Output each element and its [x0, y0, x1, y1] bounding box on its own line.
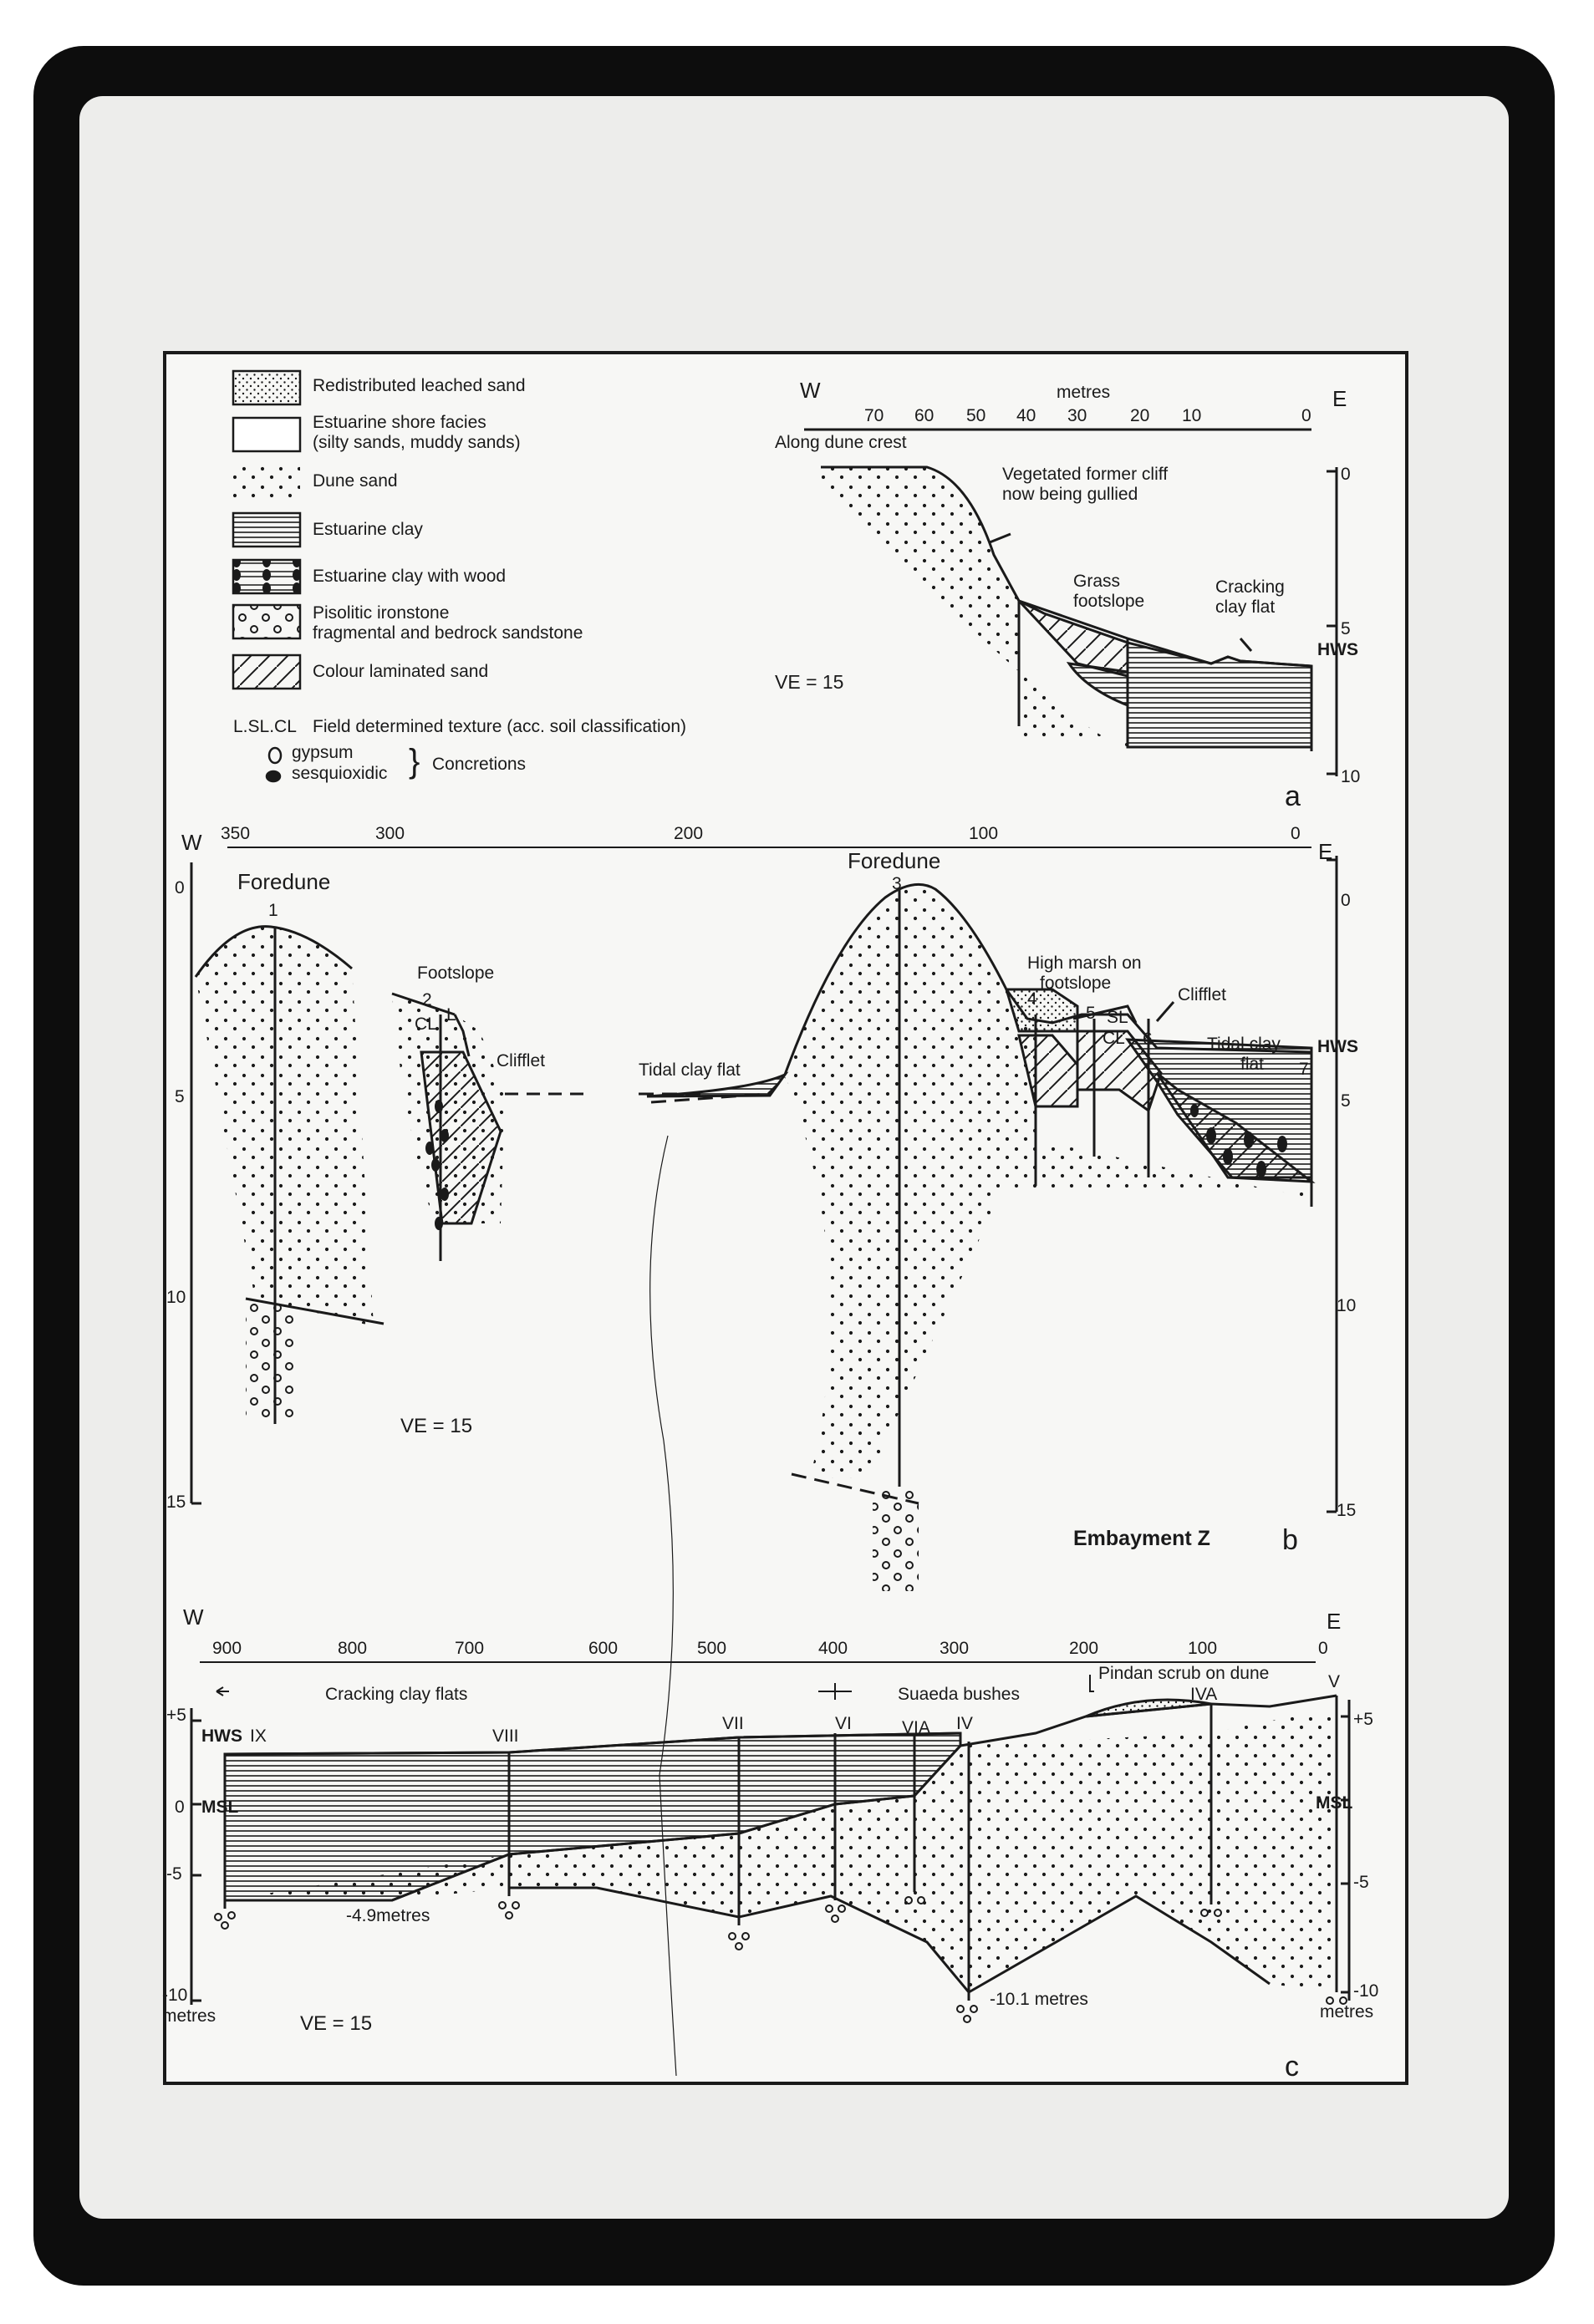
panel-a-letter: a [1285, 781, 1301, 812]
brace: } [409, 743, 420, 780]
concretions-label: Concretions [432, 755, 527, 774]
axis-units: metres [1320, 2002, 1374, 2021]
panel-a-east: E [1332, 386, 1347, 411]
tick-label: 200 [1069, 1639, 1099, 1658]
tick-label: 200 [674, 824, 704, 843]
borehole-number: 7 [1299, 1060, 1309, 1079]
panel-c-hws: HWS [201, 1726, 242, 1746]
tick-label: 0 [1341, 891, 1351, 910]
panel-c-msl: MSL [201, 1798, 239, 1817]
legend-swatch-estuarine-clay [233, 513, 300, 547]
legend-label: Colour laminated sand [313, 662, 489, 681]
tick-label: 30 [1067, 406, 1087, 425]
tick-label: 0 [175, 878, 185, 898]
arrow [1157, 1002, 1174, 1021]
tick-label: 10 [1337, 1296, 1357, 1315]
legend-swatch-dune-sand [233, 465, 300, 498]
arrow [1240, 638, 1251, 651]
sesquioxidic-symbol [267, 771, 280, 781]
label: Grass [1073, 572, 1121, 591]
panel-c-letter: c [1285, 2051, 1299, 2082]
legend-label: Dune sand [313, 471, 398, 491]
tick-label: -10 [162, 1986, 188, 2005]
tick-label: -5 [166, 1864, 182, 1884]
label: Vegetated former cliff [1002, 465, 1169, 484]
tick-label: 50 [966, 406, 986, 425]
legend-swatch-laminated-sand [233, 655, 300, 689]
tick-label: 700 [455, 1639, 485, 1658]
foredune-1-sand [196, 927, 374, 1326]
label: clay flat [1215, 598, 1276, 617]
label: flat [1240, 1055, 1265, 1074]
leached-sand-4 [1006, 989, 1077, 1031]
panel-c-ve: VE = 15 [300, 2012, 373, 2035]
panel-b-ve: VE = 15 [400, 1415, 473, 1437]
legend-label: Estuarine shore facies [313, 413, 486, 432]
label: Clifflet [1178, 985, 1226, 1004]
label: Tidal clay flat [639, 1060, 741, 1080]
tick-label: 10 [1182, 406, 1202, 425]
label: Suaeda bushes [898, 1685, 1020, 1704]
tick-label: +5 [166, 1706, 186, 1725]
label: Footslope [417, 964, 495, 983]
legend-swatch-leached-sand [233, 371, 300, 404]
tick-label: 10 [166, 1288, 186, 1307]
legend-label: Redistributed leached sand [313, 376, 526, 395]
legend-label: fragmental and bedrock sandstone [313, 623, 583, 643]
borehole-number: 3 [892, 874, 902, 893]
stratigraphic-figure [163, 351, 1408, 2085]
tick-label: +5 [1353, 1710, 1373, 1729]
label: SL [1107, 1008, 1128, 1027]
tick-label: 0 [1318, 1639, 1328, 1658]
depth-label: -4.9metres [346, 1906, 430, 1925]
depth-label: -10.1 metres [990, 1990, 1088, 2009]
legend-label: Estuarine clay [313, 520, 423, 539]
panel-b-hws: HWS [1317, 1037, 1358, 1056]
label: footslope [1073, 592, 1145, 611]
panel-a-units: metres [1057, 383, 1111, 402]
tick-label: 5 [175, 1087, 185, 1106]
label: CL [1103, 1029, 1125, 1048]
legend-swatch-clay-wood [233, 560, 300, 593]
tick-label: 100 [1188, 1639, 1218, 1658]
arrow [990, 534, 1011, 542]
legend-swatch-shore-facies [233, 418, 300, 451]
borehole-label: IV [956, 1714, 973, 1733]
tick-label: 5 [1341, 619, 1351, 638]
tick-label: 70 [864, 406, 884, 425]
borehole-number: 2 [422, 990, 432, 1009]
tick-label: 300 [375, 824, 405, 843]
texture-text: Field determined texture (acc. soil classification) [313, 717, 687, 736]
tick-label: 100 [969, 824, 999, 843]
tick-label: 600 [588, 1639, 619, 1658]
label: Along dune crest [775, 433, 907, 452]
legend-swatch-ironstone [233, 605, 300, 638]
borehole-label: IX [250, 1726, 267, 1746]
concretion-gypsum: gypsum [292, 743, 354, 762]
texture-code: L.SL.CL [233, 717, 297, 736]
tick-label: 60 [914, 406, 935, 425]
tick-label: 10 [1341, 767, 1361, 786]
tick-label: 400 [818, 1639, 848, 1658]
panel-b-west: W [181, 830, 202, 855]
panel-c-msl: MSL [1316, 1793, 1353, 1813]
panel-c [191, 1675, 1349, 2022]
tick-label: 0 [1341, 465, 1351, 484]
tick-label: 800 [338, 1639, 368, 1658]
panel-a-ve: VE = 15 [775, 671, 844, 693]
borehole-label: VII [722, 1714, 744, 1733]
tick-label: 350 [221, 824, 251, 843]
tick-label: 15 [1337, 1501, 1357, 1520]
tick-label: 300 [940, 1639, 970, 1658]
legend-label: Pisolitic ironstone [313, 603, 450, 623]
tick-label: 0 [1291, 824, 1301, 843]
borehole-number: 5 [1086, 1004, 1096, 1023]
tick-label: -5 [1353, 1873, 1369, 1892]
label: CL [415, 1015, 437, 1034]
label: Tidal clay [1207, 1035, 1281, 1054]
panel-a-hws: HWS [1317, 640, 1358, 659]
tick-label: 15 [166, 1493, 186, 1512]
legend-label: (silty sands, muddy sands) [313, 433, 521, 452]
label: Clifflet [497, 1051, 545, 1070]
borehole-number: 6 [1143, 1030, 1153, 1049]
legend-label: Estuarine clay with wood [313, 567, 507, 586]
panel-c-east: E [1327, 1609, 1342, 1634]
panel-b-letter: b [1282, 1524, 1298, 1556]
borehole-number: 4 [1027, 989, 1037, 1009]
borehole-label: IVA [1190, 1685, 1218, 1704]
axis-units: metres [162, 2006, 216, 2026]
label: now being gullied [1002, 485, 1138, 504]
tick-label: 900 [212, 1639, 242, 1658]
tick-label: 20 [1130, 406, 1150, 425]
tick-label: 500 [697, 1639, 727, 1658]
tick-label: -10 [1353, 1981, 1379, 2001]
figure-canvas [162, 354, 1412, 2088]
label: High marsh on [1027, 954, 1142, 973]
panel-a-west: W [800, 378, 821, 403]
gypsum-symbol [269, 748, 281, 763]
label: footslope [1040, 974, 1112, 993]
tick-label: 0 [1301, 406, 1311, 425]
panel-c-west: W [183, 1604, 204, 1630]
label: Pindan scrub on dune [1098, 1664, 1270, 1683]
tick-label: 5 [1341, 1091, 1351, 1111]
borehole-label: VI [835, 1714, 852, 1733]
borehole-label: VIA [902, 1718, 930, 1737]
label: Cracking clay flats [325, 1685, 468, 1704]
borehole-number: 1 [268, 901, 278, 920]
label: L [446, 1005, 456, 1025]
slide-scratch [650, 1136, 676, 2076]
label: Cracking [1215, 577, 1285, 597]
borehole-label: VIII [492, 1726, 519, 1746]
panel-b-east: E [1318, 839, 1333, 864]
borehole-label: V [1328, 1672, 1341, 1691]
label: Foredune [237, 869, 331, 894]
concretion-sesquioxidic: sesquioxidic [292, 764, 388, 783]
label: Foredune [848, 848, 941, 873]
tick-label: 40 [1016, 406, 1036, 425]
tick-label: 0 [175, 1798, 185, 1817]
panel-b-embayment: Embayment Z [1073, 1527, 1210, 1550]
